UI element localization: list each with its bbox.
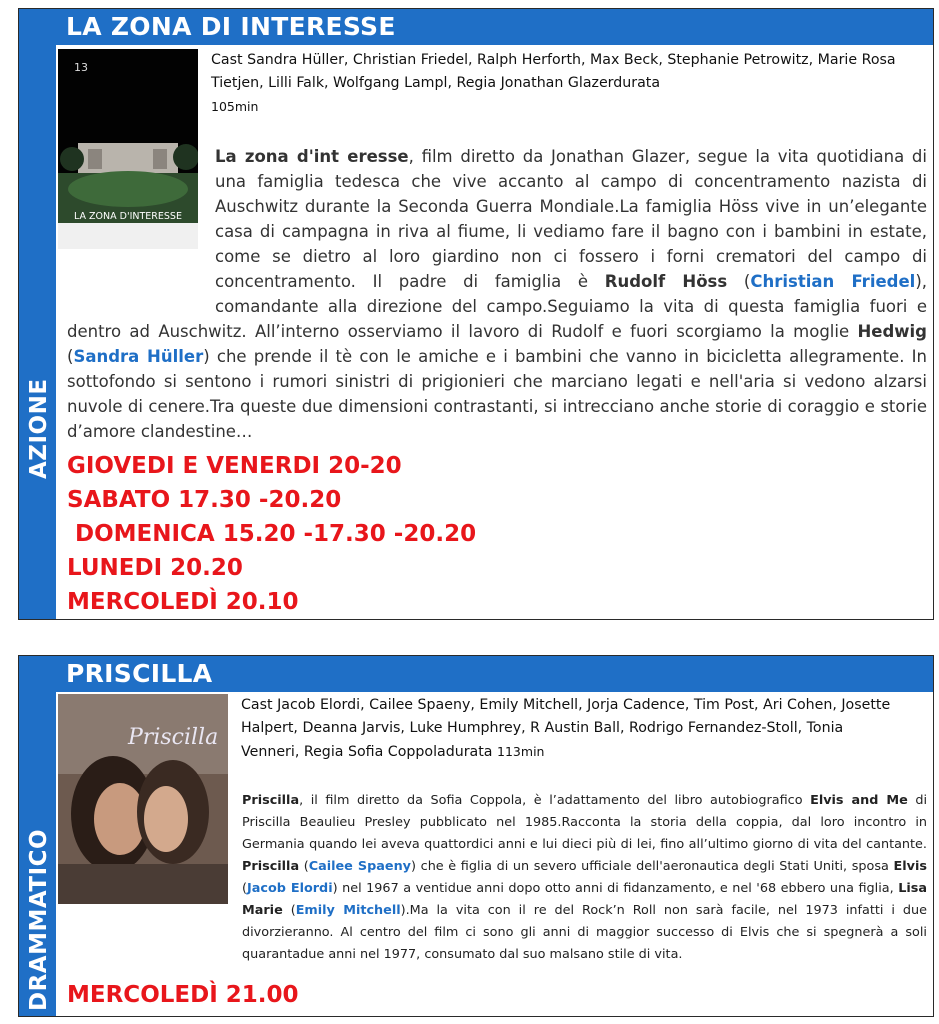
genre-label: AZIONE — [26, 378, 52, 479]
cast-list: Jacob Elordi, Cailee Spaeny, Emily Mitchell, Jorja Cadence, Tim Post, Ari Cohen, Josette Halpert, Deanna Jarvis, Luke Humphrey, R Austin Ball, Rodrigo Fernandez-Stoll, Tonia Venneri, — [241, 697, 891, 760]
duration-label: durata — [613, 75, 661, 91]
movie-title-bar — [56, 656, 933, 692]
actor-name[interactable]: Cailee Spaeny — [308, 859, 412, 874]
director: Sofia Coppola — [347, 744, 446, 760]
genre-sidebar — [19, 9, 56, 619]
cast-info — [241, 694, 891, 764]
character-name: Hedwig — [857, 322, 927, 341]
director: Jonathan Glazer — [500, 75, 614, 91]
director-label: Regia — [456, 75, 497, 91]
actor-name[interactable]: Christian Friedel — [750, 272, 916, 291]
synopsis-lead: La zona d'int eresse — [215, 147, 409, 166]
character-name: Elvis — [893, 859, 927, 874]
cast-label: Cast — [241, 697, 273, 713]
movie-title: PRISCILLA — [66, 659, 213, 688]
synopsis: Priscilla, il film diretto da Sofia Coppola, è l’adattamento del libro autobiografico Elvis and Me di Priscilla Beaulieu Presley pubblicato nel 1985.Racconta la storia della coppia, dal loro incontro in Germania quando lei aveva quattordici anni e lui dieci più di lei, fino all’ultimo giorno di vita del cantante. Priscilla (Cailee Spaeny) che è figlia di un severo ufficiale dell'aeronautica degli Stati Uniti, sposa Elvis (Jacob Elordi) nel 1967 a ventidue anni dopo otto anni di fidanzamento, e nel '68 ebbero una figlia, Lisa Marie (Emily Mitchell).Ma la vita con il re del Rock’n Roll non sarà facile, nel 1973 infatti i due divorzieranno. Al centro del film ci sono gli anni di maggior successo di Elvis che si spegnerà a soli quarantadue anni nel 1977, consumato dal suo malsano stile di vita. — [242, 793, 928, 962]
showtime: GIOVEDI E VENERDI 20-20 — [67, 453, 402, 479]
showtime: SABATO 17.30 -20.20 — [67, 487, 342, 513]
poster-title: Priscilla — [128, 725, 219, 750]
schedule — [67, 978, 299, 1012]
movie-card — [18, 655, 934, 1017]
movie-title-bar — [56, 9, 933, 45]
duration: 113min — [497, 744, 545, 759]
book-title: Elvis and Me — [810, 793, 908, 808]
poster-title: LA ZONA D'INTERESSE — [74, 211, 182, 222]
showtime: LUNEDI 20.20 — [67, 555, 243, 581]
movie-card — [18, 8, 934, 620]
movie-title: LA ZONA DI INTERESSE — [66, 12, 396, 41]
synopsis-lead: Priscilla — [242, 793, 300, 808]
synopsis: La zona d'int eresse, film diretto da Jonathan Glazer, segue la vita quotidiana di una famiglia tedesca che vive accanto al campo di concentramento nazista di Auschwitz durante la Seconda Guerra Mondiale.La famiglia Höss vive in un’elegante casa di campagna in riva al fiume, li vediamo fare il bagno con i bambini in estate, come se dietro al loro giardino non ci fossero i forni crematori del campo di concentramento. Il padre di famiglia è Rudolf Höss (Christian Friedel), comandante alla direzione del campo.Seguiamo la vita di questa famiglia fuori e dentro ad Auschwitz. All’interno osserviamo il lavoro di Rudolf e fuori scorgiamo la moglie Hedwig (Sandra Hüller) che prende il tè con le amiche e i bambini che vanno in bicicletta allegramente. In sottofondo si sentono i rumori sinistri di prigionieri che marciano legati e nell'aria si vedono alzarsi nuvole di cenere.Tra queste due dimensioni contrastanti, si intrecciano anche storie di coraggio e storie d’amore clandestine… — [67, 147, 928, 441]
character-name: Lisa Marie — [242, 881, 927, 918]
showtime: MERCOLEDÌ 21.00 — [67, 982, 299, 1008]
showtime: MERCOLEDÌ 20.10 — [67, 589, 299, 615]
genre-sidebar — [19, 656, 56, 1016]
cast-list: Sandra Hüller, Christian Friedel, Ralph Herforth, Max Beck, Stephanie Petrowitz, Marie Rosa Tietjen, Lilli Falk, Wolfgang Lampl, — [211, 52, 896, 91]
genre-label: DRAMMATICO — [26, 828, 52, 1011]
character-name: Rudolf Höss — [604, 272, 728, 291]
cast-info — [211, 49, 901, 119]
cast-label: Cast — [211, 52, 243, 68]
duration-label: durata — [445, 744, 493, 760]
actor-name[interactable]: Jacob Elordi — [247, 881, 333, 896]
character-name: Priscilla — [242, 859, 300, 874]
poster-badge: 13 — [74, 61, 88, 74]
duration: 105min — [211, 99, 259, 114]
schedule — [67, 449, 476, 619]
actor-name[interactable]: Sandra Hüller — [73, 347, 204, 366]
showtime: DOMENICA 15.20 -17.30 -20.20 — [67, 521, 477, 547]
actor-name[interactable]: Emily Mitchell — [295, 903, 401, 918]
director-label: Regia — [303, 744, 344, 760]
